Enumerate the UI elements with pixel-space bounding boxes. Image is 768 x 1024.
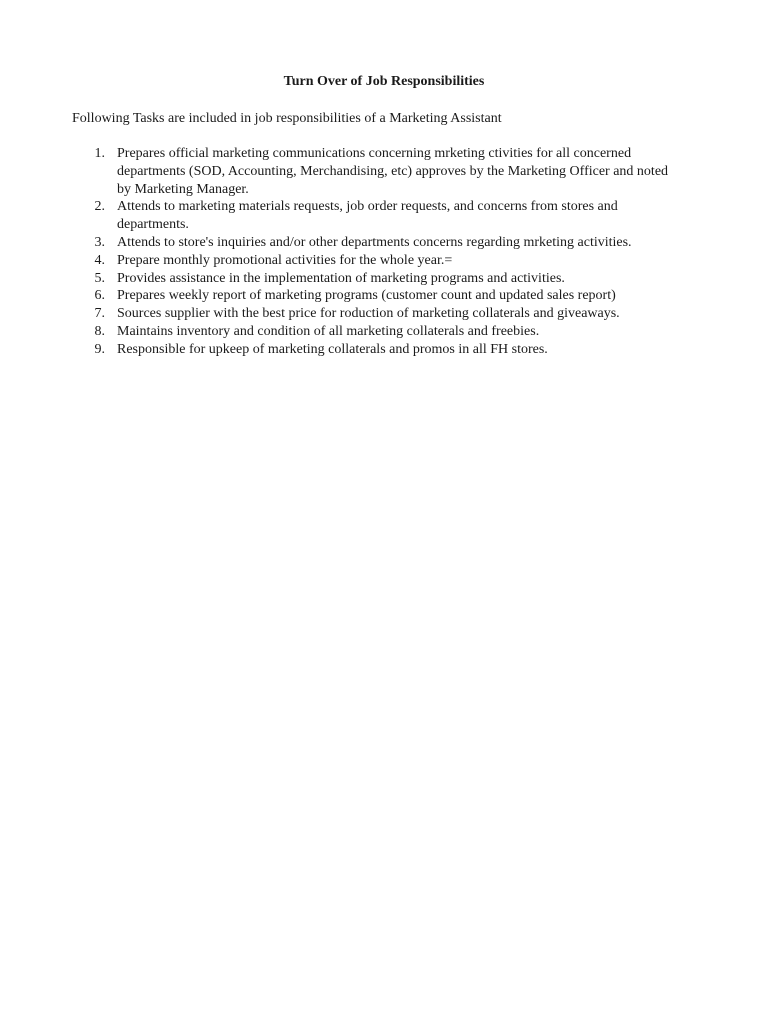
list-item bbox=[72, 270, 682, 288]
document-title: Turn Over of Job Responsibilities bbox=[283, 74, 485, 89]
list-item bbox=[72, 234, 682, 252]
list-item bbox=[72, 198, 682, 234]
list-item-text: Responsible for upkeep of marketing collaterals and promos in all FH stores. bbox=[117, 341, 548, 357]
list-item-number: 5. bbox=[94, 270, 105, 286]
list-item-text: Provides assistance in the implementation of marketing programs and activities. bbox=[117, 270, 565, 286]
list-item-number: 1. bbox=[94, 146, 105, 161]
list-item-number: 4. bbox=[94, 252, 105, 268]
list-item-text: Sources supplier with the best price for roduction of marketing collaterals and giveaways. bbox=[117, 306, 620, 322]
list-item-number: 7. bbox=[94, 306, 105, 322]
list-item-text: Attends to marketing materials requests, job order requests, and concerns from stores and departments. bbox=[117, 199, 618, 233]
list-item-text: Prepares weekly report of marketing programs (customer count and updated sales report) bbox=[117, 288, 616, 304]
intro-text: Following Tasks are included in job responsibilities of a Marketing Assistant bbox=[72, 111, 502, 126]
list-item bbox=[72, 145, 682, 198]
list-item-number: 8. bbox=[94, 323, 105, 339]
list-item bbox=[72, 305, 682, 323]
list-item bbox=[72, 341, 682, 359]
list-item-number: 9. bbox=[94, 341, 105, 357]
list-item-number: 3. bbox=[94, 234, 105, 250]
list-item-number: 6. bbox=[94, 288, 105, 304]
list-item-text: Prepares official marketing communications concerning mrketing ctivities for all concerned departments (SOD, Accounting, Merchandising, etc) approves by the Marketing Officer and noted by Marketing Manager. bbox=[117, 146, 669, 197]
list-item bbox=[72, 287, 682, 305]
list-item-text: Maintains inventory and condition of all marketing collaterals and freebies. bbox=[117, 323, 540, 339]
list-item-text: Prepare monthly promotional activities for the whole year.= bbox=[117, 252, 453, 268]
task-list bbox=[72, 145, 682, 359]
list-item bbox=[72, 323, 682, 341]
list-item-text: Attends to store's inquiries and/or other departments concerns regarding mrketing activities. bbox=[117, 234, 632, 250]
list-item bbox=[72, 252, 682, 270]
list-item-number: 2. bbox=[94, 199, 105, 215]
